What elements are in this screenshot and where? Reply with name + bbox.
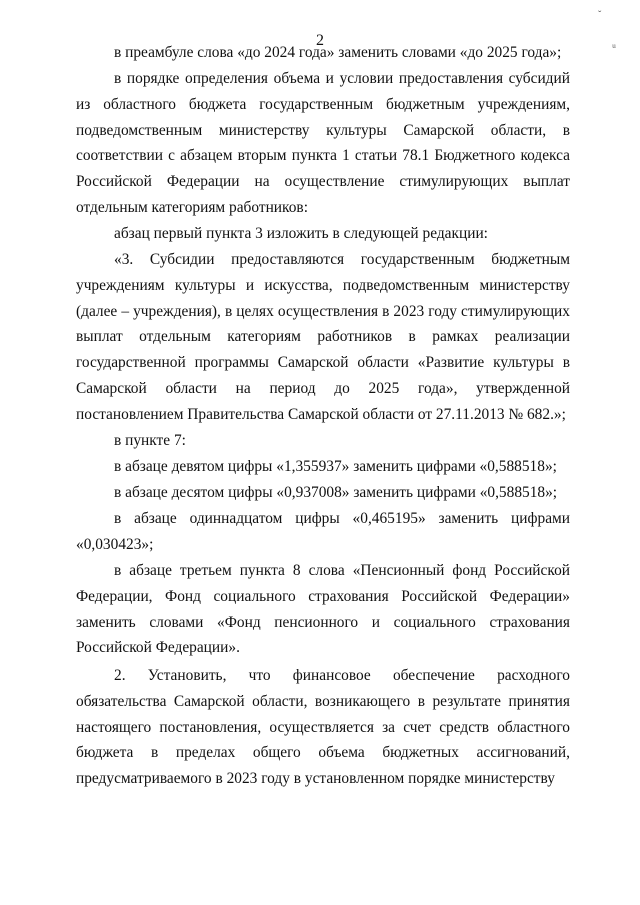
page-number: 2 [316, 32, 324, 49]
paragraph-item-3: абзац первый пункта 3 изложить в следующей редакции: [114, 225, 488, 242]
paragraph-item-7: в пункте 7: [114, 432, 186, 449]
paragraph-tenth: в абзаце десятом цифры «0,937008» заменить цифрами «0,588518»; [114, 484, 558, 501]
paragraph-item-3-text: «3. Субсидии предоставляются государственным бюджетным учреждениям культуры и искусства, подведомственным министерству (далее – учреждения), в целях осуществления в 2023 году стимулирующих выплат отдельным категориям работников в рамках реализации государственной программы Самарской области «Развитие культуры в Самарской области на период до 2025 года», утвержденной постановлением Правительства Самарской области от 27.11.2013 № 682.»; [76, 251, 570, 423]
paragraph-subsidy-procedure: в порядке определения объема и условии предоставления субсидий из областного бюджета государственным бюджетным учреждениям, подведомственным министерству культуры Самарской области, в соответствии с абзацем вторым пункта 1 статьи 78.1 Бюджетного кодекса Российской Федерации на осуществление стимулирующих выплат отдельным категориям работников: [76, 70, 570, 216]
paragraph-eleventh: в абзаце одиннадцатом цифры «0,465195» заменить цифрами «0,030423»; [76, 510, 570, 553]
paragraph-item-8: в абзаце третьем пункта 8 слова «Пенсионный фонд Российской Федерации, Фонд социального страхования Российской Федерации» заменить словами «Фонд пенсионного и социального страхования Российской Федерации». [76, 562, 570, 657]
scan-mark: ᵤ [612, 36, 616, 50]
paragraph-ninth: в абзаце девятом цифры «1,355937» заменить цифрами «0,588518»; [114, 458, 557, 475]
scan-mark: ˇ [598, 10, 602, 21]
paragraph-preamble: в преамбуле слова «до 2024 года» заменить словами «до 2025 года»; [114, 44, 562, 61]
paragraph-section-2: 2. Установить, что финансовое обеспечение расходного обязательства Самарской области, возникающего в результате принятия настоящего постановления, осуществляется за счет средств областного бюджета в пределах общего объема бюджетных ассигнований, предусматриваемого в 2023 году в установленном порядке министерству [76, 667, 570, 788]
